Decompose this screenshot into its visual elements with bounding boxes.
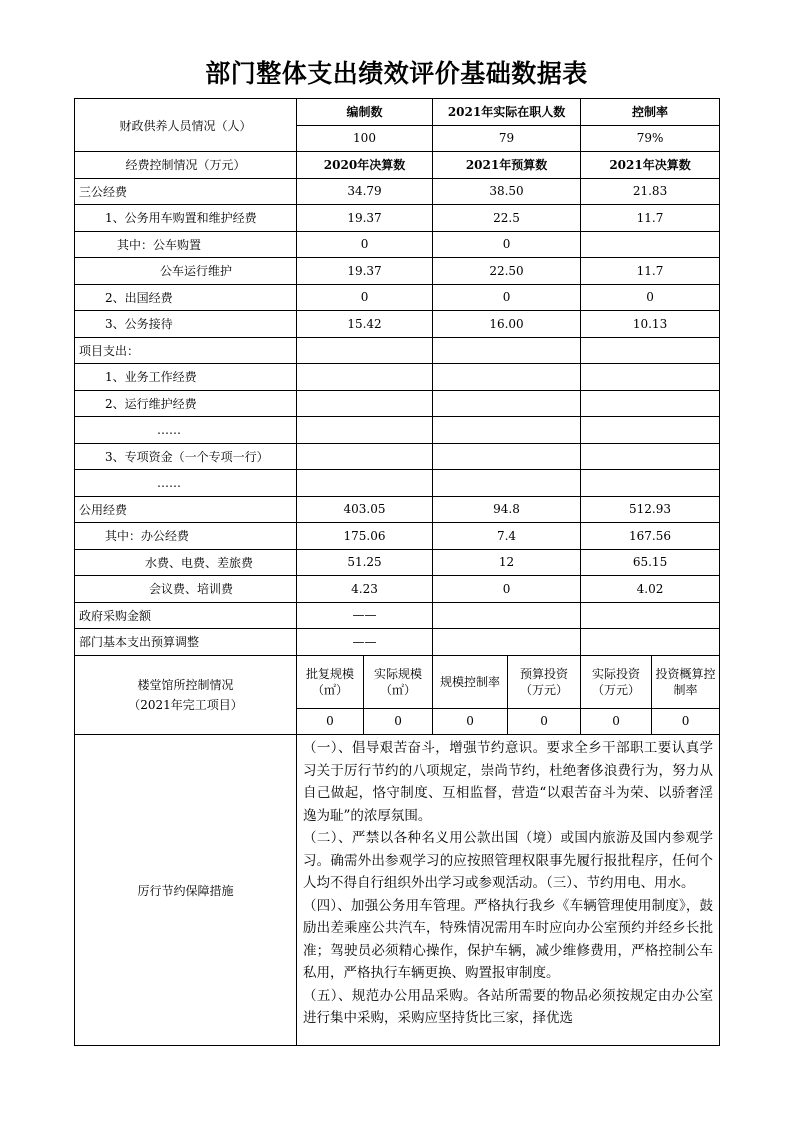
budget-header: 2021年决算数 — [581, 152, 720, 179]
cell-2021-final — [581, 629, 720, 656]
cell-2021-final: 4.02 — [581, 576, 720, 603]
cell-2021-budget — [433, 470, 581, 497]
budget-header: 2021年预算数 — [433, 152, 581, 179]
cell-2021-budget: 22.5 — [433, 205, 581, 232]
cell-2021-final: 21.83 — [581, 178, 720, 205]
cell-2020-final: 0 — [297, 231, 433, 258]
building-header: 预算投资（万元） — [508, 655, 581, 708]
cell-2020-final — [297, 390, 433, 417]
cell-2021-budget — [433, 390, 581, 417]
cell-2020-final — [297, 443, 433, 470]
measures-paragraph: （二）、严禁以各种名义用公款出国（境）或国内旅游及国内参观学习。确需外出参观学习的应按照管理权限事先履行报批程序，任何个人均不得自行组织外出学习或参观活动。（三）、节约用电、用水。 — [303, 830, 714, 891]
building-header: 实际投资（万元） — [581, 655, 652, 708]
building-label-line2: （2021年完工项目） — [128, 697, 243, 712]
table-row — [75, 602, 720, 629]
cell-2021-final: 512.93 — [581, 496, 720, 523]
cell-2020-final — [297, 417, 433, 444]
row-label: …… — [75, 417, 297, 444]
building-value: 0 — [508, 708, 581, 735]
table-row — [75, 443, 720, 470]
cell-2021-final: 167.56 — [581, 523, 720, 550]
row-label: 政府采购金额 — [75, 602, 297, 629]
row-label: 公车运行维护 — [75, 258, 297, 285]
row-label: 水费、电费、差旅费 — [75, 549, 297, 576]
page-title: 部门整体支出绩效评价基础数据表 — [205, 59, 588, 88]
staff-header: 编制数 — [297, 99, 433, 126]
table-row — [75, 390, 720, 417]
cell-2021-final — [581, 417, 720, 444]
row-label: 项目支出： — [75, 337, 297, 364]
row-label: 会议费、培训费 — [75, 576, 297, 603]
row-label: 2、出国经费 — [75, 284, 297, 311]
budget-label: 经费控制情况（万元） — [75, 152, 297, 179]
staff-header-row — [75, 99, 720, 126]
building-value: 0 — [652, 708, 720, 735]
table-row — [75, 523, 720, 550]
table-row — [75, 231, 720, 258]
cell-2021-budget — [433, 629, 581, 656]
row-label: 部门基本支出预算调整 — [75, 629, 297, 656]
building-header: 规模控制率 — [433, 655, 508, 708]
measures-paragraph: （五）、规范办公用品采购。各站所需要的物品必须按规定由办公室进行集中采购，采购应坚持货比三家，择优选 — [303, 987, 714, 1026]
cell-2021-final: 10.13 — [581, 311, 720, 338]
row-label: 三公经费 — [75, 178, 297, 205]
table-row — [75, 337, 720, 364]
cell-2020-final: —— — [297, 602, 433, 629]
table-row — [75, 549, 720, 576]
cell-2021-final — [581, 443, 720, 470]
cell-2021-budget: 94.8 — [433, 496, 581, 523]
budget-header: 2020年决算数 — [297, 152, 433, 179]
cell-2021-budget: 7.4 — [433, 523, 581, 550]
building-header: 批复规模（㎡） — [297, 655, 364, 708]
table-row — [75, 364, 720, 391]
table-row — [75, 576, 720, 603]
staff-header: 2021年实际在职人数 — [433, 99, 581, 126]
row-label: 1、业务工作经费 — [75, 364, 297, 391]
building-header: 投资概算控制率 — [652, 655, 720, 708]
cell-2020-final: 175.06 — [297, 523, 433, 550]
cell-2021-budget: 22.50 — [433, 258, 581, 285]
row-label: 公用经费 — [75, 496, 297, 523]
cell-2021-final — [581, 602, 720, 629]
cell-2020-final: 0 — [297, 284, 433, 311]
cell-2021-final — [581, 337, 720, 364]
cell-2020-final: 403.05 — [297, 496, 433, 523]
table-row — [75, 205, 720, 232]
cell-2021-final — [581, 390, 720, 417]
table-row — [75, 311, 720, 338]
cell-2021-final — [581, 231, 720, 258]
table-row — [75, 178, 720, 205]
cell-2020-final — [297, 364, 433, 391]
row-label: 其中：办公经费 — [75, 523, 297, 550]
building-label — [75, 655, 297, 735]
staff-label: 财政供养人员情况（人） — [75, 99, 297, 152]
table-row — [75, 470, 720, 497]
cell-2021-final — [581, 364, 720, 391]
cell-2021-budget: 38.50 — [433, 178, 581, 205]
table-row — [75, 629, 720, 656]
row-label: 2、运行维护经费 — [75, 390, 297, 417]
cell-2021-budget: 12 — [433, 549, 581, 576]
cell-2021-final: 11.7 — [581, 258, 720, 285]
building-header-row — [75, 655, 720, 708]
cell-2021-budget — [433, 602, 581, 629]
building-value: 0 — [581, 708, 652, 735]
row-label: 3、公务接待 — [75, 311, 297, 338]
building-value: 0 — [364, 708, 433, 735]
cell-2020-final: 19.37 — [297, 205, 433, 232]
row-label: 1、公务用车购置和维护经费 — [75, 205, 297, 232]
staff-value: 79 — [433, 125, 581, 152]
cell-2021-budget — [433, 337, 581, 364]
measures-content — [297, 735, 720, 1046]
measures-row — [75, 735, 720, 1046]
table-row — [75, 417, 720, 444]
budget-header-row — [75, 152, 720, 179]
building-header: 实际规模（㎡） — [364, 655, 433, 708]
building-value: 0 — [433, 708, 508, 735]
building-label-line1: 楼堂馆所控制情况 — [137, 677, 234, 692]
cell-2021-final: 65.15 — [581, 549, 720, 576]
measures-paragraph: （四）、加强公务用车管理。严格执行我乡《车辆管理使用制度》，鼓励出差乘座公共汽车，特殊情况需用车时应向办公室预约并经乡长批准；驾驶员必须精心操作，保护车辆，减少维修费用，严格控制公车私用，严格执行车辆更换、购置报审制度。 — [303, 897, 714, 981]
cell-2020-final — [297, 470, 433, 497]
row-label: …… — [75, 470, 297, 497]
cell-2021-final: 0 — [581, 284, 720, 311]
staff-value: 79% — [581, 125, 720, 152]
cell-2021-budget: 0 — [433, 284, 581, 311]
measures-paragraph: （一）、倡导艰苦奋斗，增强节约意识。要求全乡干部职工要认真学习关于厉行节约的八项规定，崇尚节约，杜绝奢侈浪费行为，努力从自己做起，恪守制度、互相监督，营造“以艰苦奋斗为荣、以骄奢淫逸为耻”的浓厚氛围。 — [303, 740, 714, 824]
table-row — [75, 496, 720, 523]
cell-2021-budget — [433, 364, 581, 391]
building-value: 0 — [297, 708, 364, 735]
table-row — [75, 258, 720, 285]
cell-2020-final: 19.37 — [297, 258, 433, 285]
table-row — [75, 284, 720, 311]
cell-2021-budget — [433, 417, 581, 444]
row-label: 3、专项资金（一个专项一行） — [75, 443, 297, 470]
cell-2020-final: —— — [297, 629, 433, 656]
performance-table — [74, 98, 720, 1046]
cell-2020-final: 51.25 — [297, 549, 433, 576]
cell-2021-final — [581, 470, 720, 497]
cell-2021-budget: 0 — [433, 576, 581, 603]
cell-2020-final: 4.23 — [297, 576, 433, 603]
staff-value: 100 — [297, 125, 433, 152]
cell-2021-budget: 0 — [433, 231, 581, 258]
cell-2020-final — [297, 337, 433, 364]
cell-2020-final: 34.79 — [297, 178, 433, 205]
cell-2021-budget — [433, 443, 581, 470]
measures-label: 厉行节约保障措施 — [75, 735, 297, 1046]
cell-2021-budget: 16.00 — [433, 311, 581, 338]
cell-2021-final: 11.7 — [581, 205, 720, 232]
cell-2020-final: 15.42 — [297, 311, 433, 338]
staff-header: 控制率 — [581, 99, 720, 126]
row-label: 其中：公车购置 — [75, 231, 297, 258]
